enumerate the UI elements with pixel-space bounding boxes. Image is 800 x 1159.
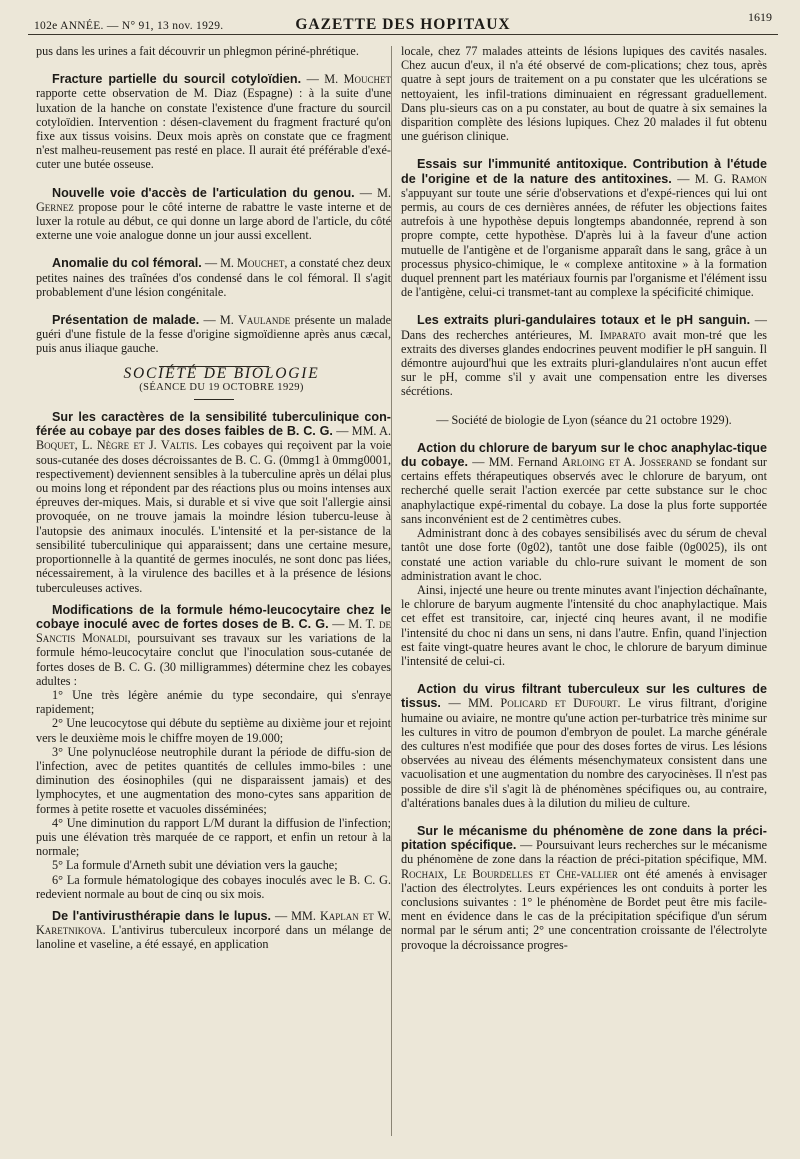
article-zone: Sur le mécanisme du phénomène de zone dans la préci-pitation spécifique. — Poursuivant leurs recherches sur le mécanisme du phénomène de zone dans la réaction de préci-pitation spécifique, MM. Rochaix, Le Bourdelles et Che-vallier ont été amenés à envisager l'action des électrolytes. Leurs expériences les ont conduits à porter les conclusions suivantes : 1° le phénomène de Bordet peut être mis facile-ment en évidence dans le cas de la précipitation spécifique d'un sérum normal par le sérum anti; 2° une concentration croissante de l'électrolyte provoque la décroissance progres- xyxy=(401,823,767,952)
article-body: , a constaté chez deux petites naines des traînées d'os condensé dans le col fémoral. Il s'agit probablement d'une lésion congénitale. xyxy=(36,256,391,299)
article-heading: Modifications de la formule hémo-leucocytaire chez le cobaye inoculé avec de fortes doses de B. C. G. xyxy=(36,602,391,631)
article-body: présente un malade guéri d'une fistule de la fesse d'origine sigmoïdienne après anus cæcal, puis anus iliaque gauche. xyxy=(36,313,391,356)
author-names: Arloing et A. Josserand xyxy=(561,455,692,470)
article-col-femoral: Anomalie du col fémoral. — M. Mouchet, a constaté chez deux petites naines des traînées d'os condensé dans le col fémoral. Il s'agit probablement d'une lésion congénitale. xyxy=(36,256,391,299)
article-baryum: Action du chlorure de baryum sur le choc anaphylac-tique du cobaye. — MM. Fernand Arloing et A. Josserand se fondant sur certains effets thérapeutiques observés avec le chlorure de baryum, ont recherché quelle serait l'action exercée par cette substance sur le choc anaphylactique expé-rimental du cobaye. La dose la plus forte supportée sans inconvénient est de 2 centimètres cubes. xyxy=(401,440,767,526)
article-heading: Fracture partielle du sourcil cotyloïdien. xyxy=(52,72,302,87)
article-body: s'appuyant sur toute une série d'observations et d'expé-riences qui lui ont permis, au cours de ces dernières années, de réfuter les objections faites autrefois à une hypothèse depuis longtemps abandonnée, reprend à son propre compte, cette hypothèse. D'après lui à la faveur d'une action mutuelle de l'antigène et de l'organisme apparaît dans le sang, grâce à un processus physico-chimique, le « complexe antitoxine » à la formation duquel prennent part les matériaux fournis par l'organisme et l'élément issu de l'antigène, celui-ci transmet-tant au complexe la spécificité chimique. xyxy=(401,185,767,300)
article-heading: Nouvelle voie d'accès de l'articulation du genou. xyxy=(52,185,355,200)
article-body: poursuivant ses travaux sur les variations de la formule hémo-leucocytaire conclut que l'inoculation sous-cutanée de fortes doses de B. C. G. (30 milligrammes) détermine chez les cobayes adultes : xyxy=(36,631,391,688)
author-name: Mouchet xyxy=(237,256,285,271)
article-heading: Sur les caractères de la sensibilité tuberculinique con-férée au cobaye par des doses faibles de B. C. G. xyxy=(36,410,391,439)
article-virus: Action du virus filtrant tuberculeux sur les cultures de tissus. — MM. Policard et Dufourt. Le virus filtrant, d'origine humaine ou aviaire, ne montre qu'une action per-turbatrice très minime sur les cultures in vitro de poumon d'embryon de poulet. La marche générale des cultures n'est modifiée que pour des doses fortes de virus. Les lésions observées au niveau des éléments mésenchymateux consistent dans une vacuolisation et une augmentation du nombre des caryocinèses. Il n'est pas possible de dire s'il s'agit là de phénomènes spécifiques ou, au contraire, d'altérations banales dues à la dilution du milieu de culture. xyxy=(401,682,767,810)
author-name: Vaulande xyxy=(238,313,291,328)
section-title: SOCIÉTÉ DE BIOLOGIE xyxy=(123,364,320,382)
page-header xyxy=(28,8,778,35)
article-lupus: De l'antivirusthérapie dans le lupus. — MM. Kaplan et W. Karetnikova. L'antivirus tuberculeux incorporé dans un mélange de lanoline et vaseline, a été essayé, en application xyxy=(36,908,391,952)
right-column xyxy=(401,44,767,952)
list-item: 4° Une diminution du rapport L/M durant la diffusion de l'infection; puis une élévation très marquée de ce rapport, et enfin un retour à la normale; xyxy=(36,815,391,859)
author-names: Kaplan et W. Karetnikova. xyxy=(36,908,391,938)
continued-paragraph: pus dans les urines a fait découvrir un phlegmon périné-phrétique. xyxy=(36,44,359,58)
left-column xyxy=(36,44,391,952)
article-heading: Action du chlorure de baryum sur le choc anaphylac-tique du cobaye. xyxy=(401,440,767,470)
article-heading: Les extraits pluri-gandulaires totaux et le pH sanguin. xyxy=(417,313,751,328)
continued-paragraph: locale, chez 77 malades atteints de lésions lupiques des cavités nasales. Chez aucun d'eux, il n'a été observé de com-plications; chez tous, après quatre à sept jours de traitement on a pu constater que les ulcérations se nettoyaient, les infil-trations diminuaient en régressant graduellement. Dans plu-sieurs cas on a pu constater, au bout de quatre à six semaines la disparition complète des lésions lupiques. Chez 20 malades il fut obtenu une guérison clinique. xyxy=(401,44,767,144)
article-heading: Présentation de malade. xyxy=(52,313,200,328)
article-immunite: Essais sur l'immunité antitoxique. Contribution à l'étude de l'origine et de la nature des antitoxines. — M. G. Ramon s'appuyant sur toute une série d'observations et d'expé-riences qui lui ont permis, au cours de ces dernières années, de réfuter les objections faites autrefois à une hypothèse depuis longtemps abandonnée, reprend à son propre compte, cette hypothèse. D'après lui à la faveur d'une action mutuelle de l'antigène et de l'organisme apparaît dans le sang, grâce à un processus physico-chimique, le « complexe antitoxine » à la formation duquel prennent part les matériaux fournis par l'organisme et l'élément issu de l'antigène, celui-ci transmet-tant au complexe la spécificité chimique. xyxy=(401,157,768,300)
article-sensibilite: Sur les caractères de la sensibilité tuberculinique con-férée au cobaye par des doses faibles de B. C. G. — MM. A. Boquet, L. Nègre et J. Valtis. Les cobayes qui reçoivent par la voie sous-cutanée des doses décroissantes de B. C. G. (0mmg1 à 0mmg0001, respectivement) deviennent sensibles à la tuberculine après un délai plus ou moins long et répondent par des réactions plus ou moins intenses aux épreuves der-miques. Mais, si durable et si vive que soit l'allergie ainsi provoquée, on ne trouve jamais la moindre lésion tubercu-leuse à l'autopsie des animaux inoculés. L'intensité et la per-sistance de la sensibilité tuberculinique qui apparaissent; dans une certaine mesure, proportionnelle à la quantité de germes inoculés, ne sont donc pas liées, nécessairement, à la virulence des bacilles et à la présence de lésions tuberculeuses actives. xyxy=(36,410,391,595)
page-number: 1619 xyxy=(748,10,772,24)
article-hemo: Modifications de la formule hémo-leucocytaire chez le cobaye inoculé avec de fortes doses de B. C. G. — M. T. de Sanctis Monaldi, poursuivant ses travaux sur les variations de la formule hémo-leucocytaire conclut que l'inoculation sous-cutanée de fortes doses de B. C. G. (30 milligrammes) détermine chez les cobayes adultes : xyxy=(36,602,391,688)
article-presentation: Présentation de malade. — M. Vaulande présente un malade guéri d'une fistule de la fesse d'origine sigmoïdienne après anus cæcal, puis anus iliaque gauche. xyxy=(36,313,391,356)
article-heading: Sur le mécanisme du phénomène de zone dans la préci-pitation spécifique. xyxy=(401,823,767,853)
author-names: Boquet, L. Nègre et J. Valtis. xyxy=(36,438,198,453)
article-body: L'antivirus tuberculeux incorporé dans un mélange de lanoline et vaseline, a été essayé, en application xyxy=(36,923,391,952)
list-item: 5° La formule d'Arneth subit une déviation vers la gauche; xyxy=(52,858,338,873)
article-heading: Essais sur l'immunité antitoxique. Contribution à l'étude de l'origine et de la nature des antitoxines. xyxy=(401,157,767,186)
article-body: rapporte cette observation de M. Diaz (Espagne) : à la suite d'une luxation de la hanche on constate l'existence d'une fracture du sourcil cotyloïdien. Intervention : désen-clavement du fragment fracturé qu'on fixe aux tissus voisins. Deux mois après on constate que ce fragment n'est malheu-reusement pas resté en place. Il aurait été préférable d'exé-cuter une butée osseuse. xyxy=(36,86,391,172)
section-subtitle: (SÉANCE DU 19 OCTOBRE 1929) xyxy=(139,381,304,393)
article-ph: Les extraits pluri-gandulaires totaux et le pH sanguin. — Dans des recherches antérieures, M. Imparato avait mon-tré que les extraits des diverses glandes endocrines peuvent modifier le pH sanguin. Il démontre aujourd'hui que les extraits pluri-glandulaires n'ont aucun effet sur le pH, comme s'il y avait une compensation entre les diverses sécrétions. xyxy=(401,313,767,399)
findings-list xyxy=(36,688,391,901)
article-body: Le virus filtrant, d'origine humaine ou aviaire, ne montre qu'une action per-turbatrice très minime sur les cultures in vitro de poumon d'embryon de poulet. La marche générale des cultures n'est modifiée que pour des doses fortes de virus. Les lésions observées au niveau des éléments mésenchymateux consistent dans une vacuolisation et une augmentation du nombre des caryocinèses. Il n'est pas possible de dire s'il s'agit là de phénomènes spécifiques ou, au contraire, d'altérations banales dues à la dilution du milieu de culture. xyxy=(401,696,767,810)
list-item: 2° Une leucocytose qui débute du septième au dixième jour et rejoint vers le deuxième mois le chiffre moyen de 19.000; xyxy=(36,716,391,745)
article-heading: Action du virus filtrant tuberculeux sur les cultures de tissus. xyxy=(401,682,767,711)
article-genou: Nouvelle voie d'accès de l'articulation du genou. — M. Gernez propose pour le côté interne de rabattre le vaste interne et de luxer la rotule au début, ce qui donne un large abord de l'article, du côté externe une voie analogue donne un jour aussi excellent. xyxy=(36,185,391,243)
author-name: Mouchet xyxy=(343,72,391,87)
article-body: Les cobayes qui reçoivent par la voie sous-cutanée des doses décroissantes de B. C. G. (0mmg1 à 0mmg0001, respectivement) deviennent sensibles à la tuberculine après un délai plus ou moins long et répondent par des réactions plus ou moins intenses aux épreuves der-miques. Mais, si durable et si vive que soit l'allergie ainsi provoquée, on ne trouve jamais la moindre lésion tubercu-leuse à l'autopsie des animaux inoculés. L'intensité et la per-sistance de la sensibilité tuberculinique qui apparaissent; dans une certaine mesure, proportionnelle à la quantité de germes inoculés, ne sont donc pas liées, nécessairement, à la virulence des bacilles et à la présence de lésions tuberculeuses actives. xyxy=(36,438,391,595)
author-name: Imparato xyxy=(599,327,646,342)
list-item: 1° Une très légère anémie du type secondaire, qui s'enraye rapidement; xyxy=(36,687,391,717)
list-item: 3° Une polynucléose neutrophile durant la période de diffu-sion de l'infection, avec de petites quantités de cellules immo-biles : une diminution des éosinophiles (qui ne disparaissent jamais) et des lymphocytes, et une augmentation des mono-cytes sans apparition de formes à petite rosette et vacuoles disséminées; xyxy=(36,744,391,816)
author-names: de Sanctis Monaldi, xyxy=(36,616,391,646)
section-rule-small xyxy=(194,399,234,400)
article-body: propose pour le côté interne de rabattre le vaste interne et de luxer la rotule au début, ce qui donne un large abord de l'article, du côté externe une voie analogue donne un jour aussi excellent. xyxy=(36,199,391,243)
article-body: avait mon-tré que les extraits des diverses glandes endocrines peuvent modifier le pH sanguin. Il démontre aujourd'hui que les extraits pluri-glandulaires n'ont aucun effet sur le pH, comme s'il y avait une compensation entre les diverses sécrétions. xyxy=(401,327,767,399)
article-paragraph: Ainsi, injecté une heure ou trente minutes avant l'injection déchaînante, le chlorure de baryum augmente l'intensité du choc anaphylactique. Mais cet effet est transitoire, car, injecté cinq heures avant, il ne modifie l'intensité du choc ni dans un sens, ni dans l'autre. Enfin, quand l'injection est faite vingt-quatre heures avant le choc, le chlorure de baryum diminue l'intensité de celui-ci. xyxy=(401,582,767,668)
list-item: 6° La formule hématologique des cobayes inoculés avec le B. C. G. redevient normale au bout de cinq ou six mois. xyxy=(36,872,391,901)
issue-info: 102e ANNÉE. — N° 91, 13 nov. 1929. xyxy=(34,20,224,32)
article-paragraph: Administrant donc à des cobayes sensibilisés avec du sérum de cheval tantôt une dose forte (0g02), tantôt une dose faible (0g0025), ils ont constaté une action variable du chlo-rure suivant le moment de son administration avant le choc. xyxy=(401,526,767,583)
article-heading: Anomalie du col fémoral. xyxy=(52,256,202,271)
publication-title: GAZETTE DES HOPITAUX xyxy=(295,16,511,33)
author-name: Ramon xyxy=(731,171,768,186)
author-names: Rochaix, Le Bourdelles et Che-vallier xyxy=(401,866,618,881)
article-body: se fondant sur certains effets thérapeutiques observés avec le chlorure de baryum, ont recherché quelle serait l'action exercée par cette substance sur le choc anaphylactique expé-rimental du cobaye. La dose la plus forte supportée sans inconvénient est de 2 centimètres cubes. xyxy=(401,455,767,526)
lyon-section-heading: — Société de biologie de Lyon (séance du 21 octobre 1929). xyxy=(436,412,732,427)
author-names: Policard et Dufourt. xyxy=(500,696,621,711)
article-heading: De l'antivirusthérapie dans le lupus. xyxy=(52,908,271,923)
article-body: ont été amenés à envisager l'action des électrolytes. Leurs expériences les ont conduits à porter les conclusions suivantes : 1° le phénomène de Bordet peut être mis facile-ment en évidence dans le cas de la précipitation spécifique d'un sérum normal par le sérum anti; 2° une concentration croissante de l'électrolyte provoque la décroissance progres- xyxy=(401,866,767,952)
article-fracture: Fracture partielle du sourcil cotyloïdien. — M. Mouchet rapporte cette observation de M. Diaz (Espagne) : à la suite d'une luxation de la hanche on constate l'existence d'une fracture du sourcil cotyloïdien. Intervention : désen-clavement du fragment fracturé qu'on fixe aux tissus voisins. Deux mois après on constate que ce fragment n'est malheu-reusement pas resté en place. Il aurait été préférable d'exé-cuter une butée osseuse. xyxy=(36,72,391,172)
author-name: Gernez xyxy=(36,199,74,214)
column-divider xyxy=(391,46,392,1136)
